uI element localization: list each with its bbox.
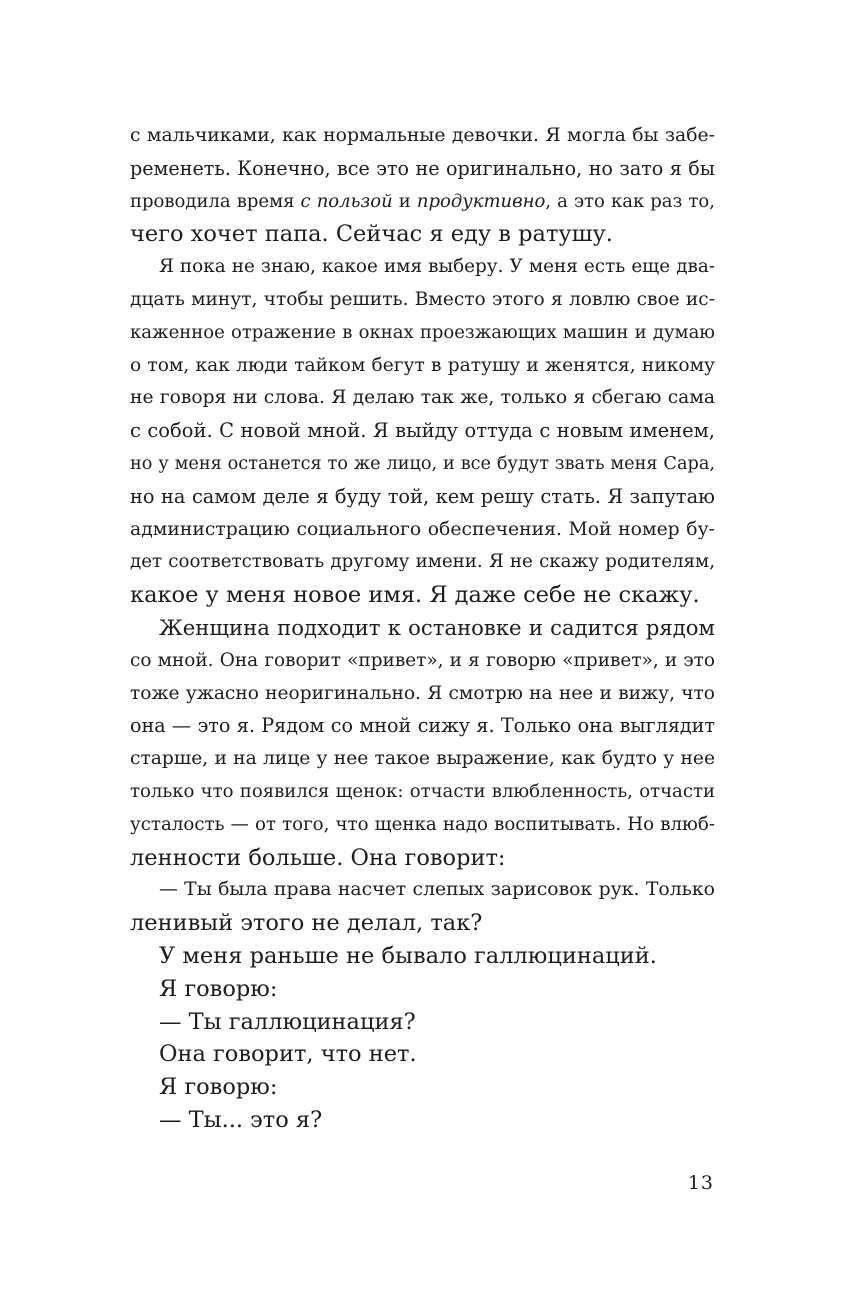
text-line: только что появился щенок: отчасти влюбленность, отчасти [130, 780, 715, 802]
text-line: старше, и на лице у нее такое выражение, как будто у нее [130, 748, 715, 770]
text-line: какое у меня новое имя. Я даже себе не скажу. [130, 582, 700, 609]
text-line: Она говорит, что нет. [159, 1041, 417, 1068]
text-line: ременеть. Конечно, все это не оригинально, но зато я бы [130, 156, 715, 180]
text-line: она — это я. Рядом со мной сижу я. Только она выглядит [130, 714, 715, 738]
text-line: Я говорю: [159, 975, 278, 1002]
text-line: с собой. С новой мной. Я выйду оттуда с новым именем, [130, 419, 715, 443]
text-line: с мальчиками, как нормальные девочки. Я могла бы забе- [130, 125, 715, 146]
body-text [130, 120, 715, 1137]
text-line: Я пока не знаю, какое имя выберу. У меня есть еще два- [159, 256, 715, 278]
text-line: администрацию социального обеспечения. Мой номер бу- [130, 518, 715, 540]
text-line: У меня раньше не бывало галлюцинаций. [159, 942, 657, 969]
text-line: о том, как люди тайком бегут в ратушу и женятся, никому [130, 354, 715, 376]
text-line: дет соответствовать другому имени. Я не скажу родителям, [130, 551, 715, 573]
text-line: чего хочет папа. Сейчас я еду в ратушу. [130, 221, 613, 248]
text-line: ленивый этого не делал, так? [130, 910, 483, 937]
page-number: 13 [687, 1172, 714, 1194]
italic-text: с пользой [300, 190, 393, 212]
text-line: Женщина подходит к остановке и садится рядом [159, 614, 715, 640]
dialogue-line: — Ты была права насчет слепых зарисовок рук. Только [159, 879, 715, 901]
text-line [130, 186, 715, 219]
text-line: тоже ужасно неоригинально. Я смотрю на нее и вижу, что [130, 682, 715, 704]
text-run: проводила время [130, 190, 301, 212]
text-run: и [392, 190, 417, 212]
dialogue-line: — Ты галлюцинация? [159, 1008, 416, 1035]
italic-text: продуктивно [416, 190, 546, 212]
text-line: каженное отражение в окнах проезжающих машин и думаю [130, 321, 715, 343]
text-line: но у меня останется то же лицо, и все будут звать меня Сара, [130, 453, 715, 474]
text-line: ленности больше. Она говорит: [130, 844, 506, 871]
text-line: со мной. Она говорит «привет», и я говорю «привет», и это [130, 649, 715, 671]
text-line: но на самом деле я буду той, кем решу стать. Я запутаю [130, 484, 715, 508]
text-line: дцать минут, чтобы решить. Вместо этого я ловлю свое ис- [130, 288, 715, 310]
text-run: , а это как раз то, [545, 190, 715, 212]
dialogue-line: — Ты... это я? [159, 1106, 323, 1133]
text-line: не говоря ни слова. Я делаю так же, только я сбегаю сама [130, 387, 715, 409]
text-line: Я говорю: [159, 1074, 278, 1101]
text-line: усталость — от того, что щенка надо воспитывать. Но влюб- [130, 813, 715, 835]
